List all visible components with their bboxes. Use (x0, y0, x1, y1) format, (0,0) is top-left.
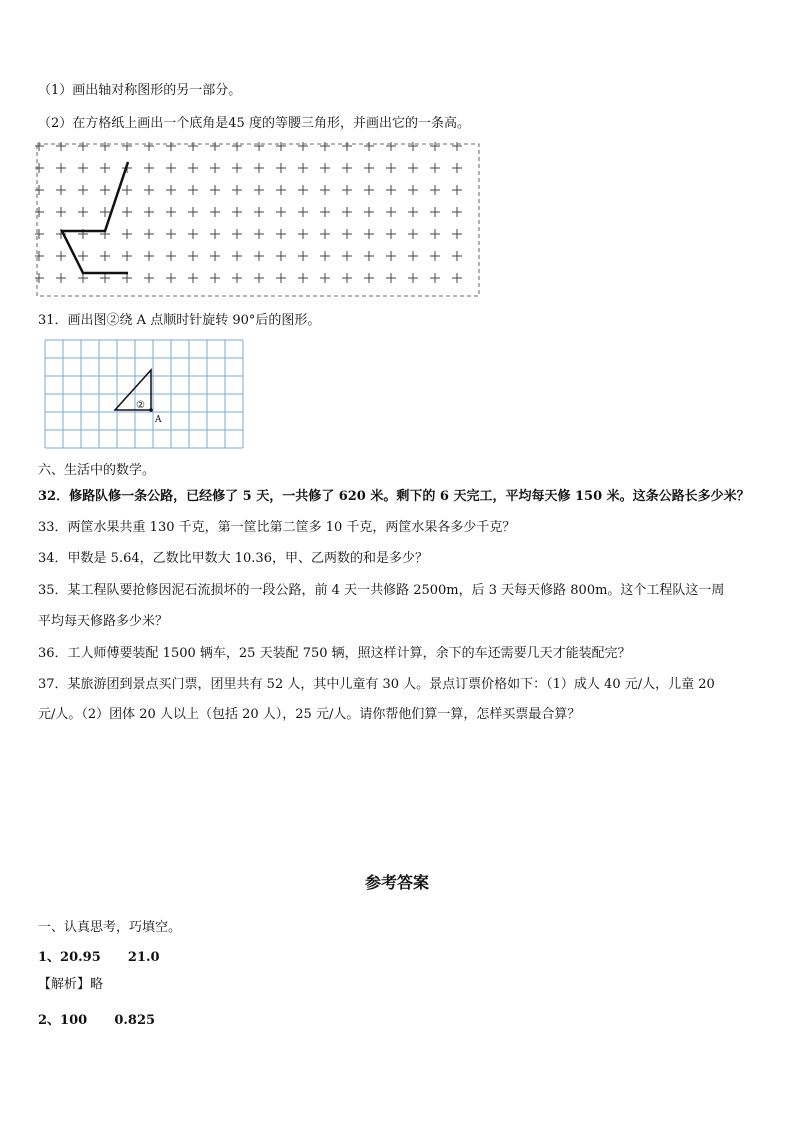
q35-line2: 平均每天修路多少米？ (38, 614, 169, 629)
point-a (149, 408, 153, 412)
symmetry-grid (35, 142, 485, 302)
rotation-grid (44, 338, 244, 458)
q31-text: 31．画出图②绕 A 点顺时针旋转 90°后的图形。 (38, 313, 321, 328)
answers-section1: 一、认真思考，巧填空。 (38, 920, 182, 935)
point-a-label: A (155, 415, 162, 425)
q37-line2: 元/人。（2）团体 20 人以上（包括 20 人），25 元/人。请你帮他们算一算，怎样买票最合算？ (38, 707, 581, 722)
q30-part1: （1）画出轴对称图形的另一部分。 (38, 83, 242, 98)
q33: 33．两筐水果共重 130 千克，第一筐比第二筐多 10 千克，两筐水果各多少千克？ (38, 520, 516, 535)
q32: 32．修路队修一条公路，已经修了 5 天，一共修了 620 米。剩下的 6 天完工，平均每天修 150 米。这条公路长多少米？ (38, 489, 750, 504)
q35-line1: 35．某工程队要抢修因泥石流损坏的一段公路，前 4 天一共修路 2500m，后 3 天每天修路 800m。这个工程队这一周 (38, 583, 725, 598)
q36: 36．工人师傅要装配 1500 辆车，25 天装配 750 辆，照这样计算，余下的车还需要几天才能装配完？ (38, 646, 631, 661)
q34: 34．甲数是 5.64，乙数比甲数大 10.36，甲、乙两数的和是多少？ (38, 551, 428, 566)
section6-heading: 六、生活中的数学。 (38, 463, 156, 478)
half-figure (62, 162, 128, 273)
answers-title: 参考答案 (364, 873, 429, 892)
answer-1: 1、20.95 21.0 (38, 950, 160, 965)
shape-label: ② (136, 400, 145, 411)
answer-2: 2、100 0.825 (38, 1013, 156, 1028)
answer-1-note: 【解析】略 (38, 977, 104, 992)
q37-line1: 37．某旅游团到景点买门票，团里共有 52 人，其中儿童有 30 人。景点订票价格如下：（1）成人 40 元/人，儿童 20 (38, 677, 715, 692)
q30-part2: （2）在方格纸上画出一个底角是45 度的等腰三角形，并画出它的一条高。 (38, 116, 470, 131)
